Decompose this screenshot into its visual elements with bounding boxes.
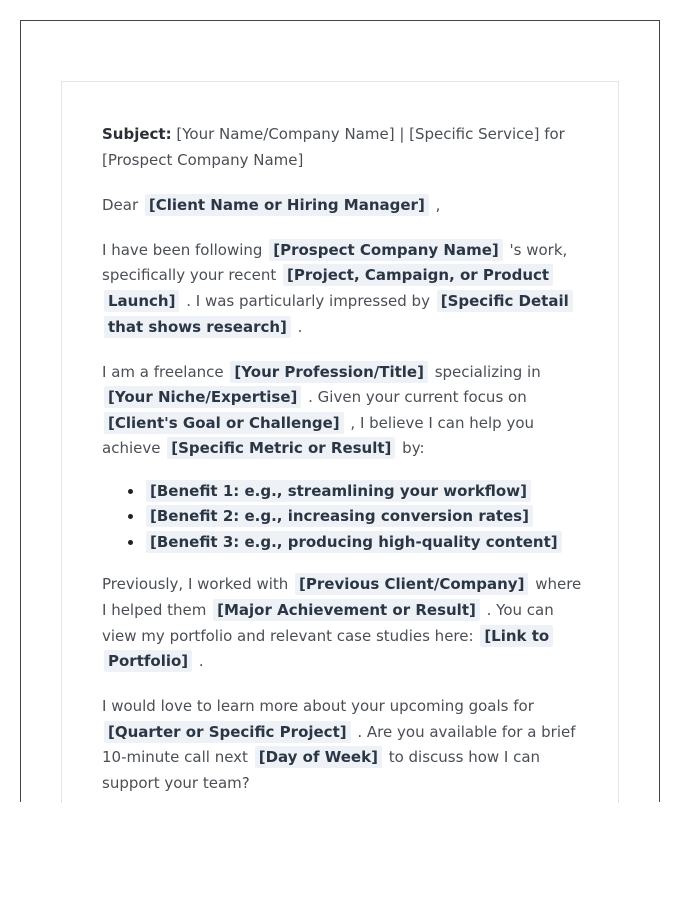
greeting-prefix: Dear: [102, 195, 143, 214]
placeholder-previous-client: [Previous Client/Company]: [295, 573, 528, 595]
placeholder-project: [Project, Campaign, or Product Launch]: [104, 264, 553, 312]
intro-text-1: I have been following: [102, 240, 268, 259]
placeholder-benefit-2: [Benefit 2: e.g., increasing conversion rates]: [146, 505, 533, 527]
subject-text: [Your Name/Company Name] | [Specific Service] for [Prospect Company Name]: [102, 125, 565, 169]
placeholder-day: [Day of Week]: [255, 746, 382, 768]
pitch-text-1: I am a freelance: [102, 362, 229, 381]
placeholder-quarter: [Quarter or Specific Project]: [104, 721, 351, 743]
greeting-suffix: ,: [430, 195, 441, 214]
closing-text-2: . Are you available for a brief 10-minute call next: [102, 722, 576, 767]
placeholder-client-goal: [Client's Goal or Challenge]: [104, 412, 344, 434]
closing-paragraph: [102, 694, 582, 796]
subject-label: Subject:: [102, 125, 172, 143]
pitch-text-5: by:: [397, 439, 425, 458]
intro-paragraph: [102, 238, 582, 340]
letter-card: [61, 81, 619, 803]
placeholder-niche: [Your Niche/Expertise]: [104, 386, 301, 408]
placeholder-prospect-company: [Prospect Company Name]: [269, 239, 503, 261]
previous-text-4: .: [194, 652, 204, 671]
placeholder-profession: [Your Profession/Title]: [230, 361, 428, 383]
subject-line: [102, 122, 582, 173]
pitch-paragraph: [102, 360, 582, 462]
list-item: [144, 479, 582, 505]
previous-text-1: Previously, I worked with: [102, 575, 294, 594]
list-item: [144, 504, 582, 530]
closing-text-1: I would love to learn more about your upcoming goals for: [102, 697, 534, 716]
greeting: [102, 193, 582, 219]
previous-text-3: . You can view my portfolio and relevant case studies here:: [102, 600, 554, 645]
intro-text-4: .: [292, 317, 303, 336]
intro-text-2: 's work, specifically your recent: [102, 240, 568, 285]
letter-body: [102, 122, 582, 816]
placeholder-achievement: [Major Achievement or Result]: [213, 599, 480, 621]
pitch-text-3: . Given your current focus on: [303, 388, 527, 407]
pitch-text-2: specializing in: [429, 362, 541, 381]
placeholder-benefit-1: [Benefit 1: e.g., streamlining your workflow]: [146, 480, 531, 502]
placeholder-benefit-3: [Benefit 3: e.g., producing high-quality content]: [146, 531, 562, 553]
intro-text-3: . I was particularly impressed by: [181, 291, 435, 310]
placeholder-recipient: [Client Name or Hiring Manager]: [145, 194, 429, 216]
closing-text-3: to discuss how I can support your team?: [102, 748, 541, 792]
list-item: [144, 530, 582, 556]
previous-text-2: where I helped them: [102, 575, 582, 619]
benefits-list: [102, 479, 582, 556]
placeholder-portfolio-link: [Link to Portfolio]: [104, 625, 553, 673]
placeholder-specific-detail: [Specific Detail that shows research]: [104, 290, 573, 338]
previous-work-paragraph: [102, 572, 582, 674]
placeholder-metric: [Specific Metric or Result]: [167, 437, 395, 459]
pitch-text-4: , I believe I can help you achieve: [102, 413, 534, 458]
